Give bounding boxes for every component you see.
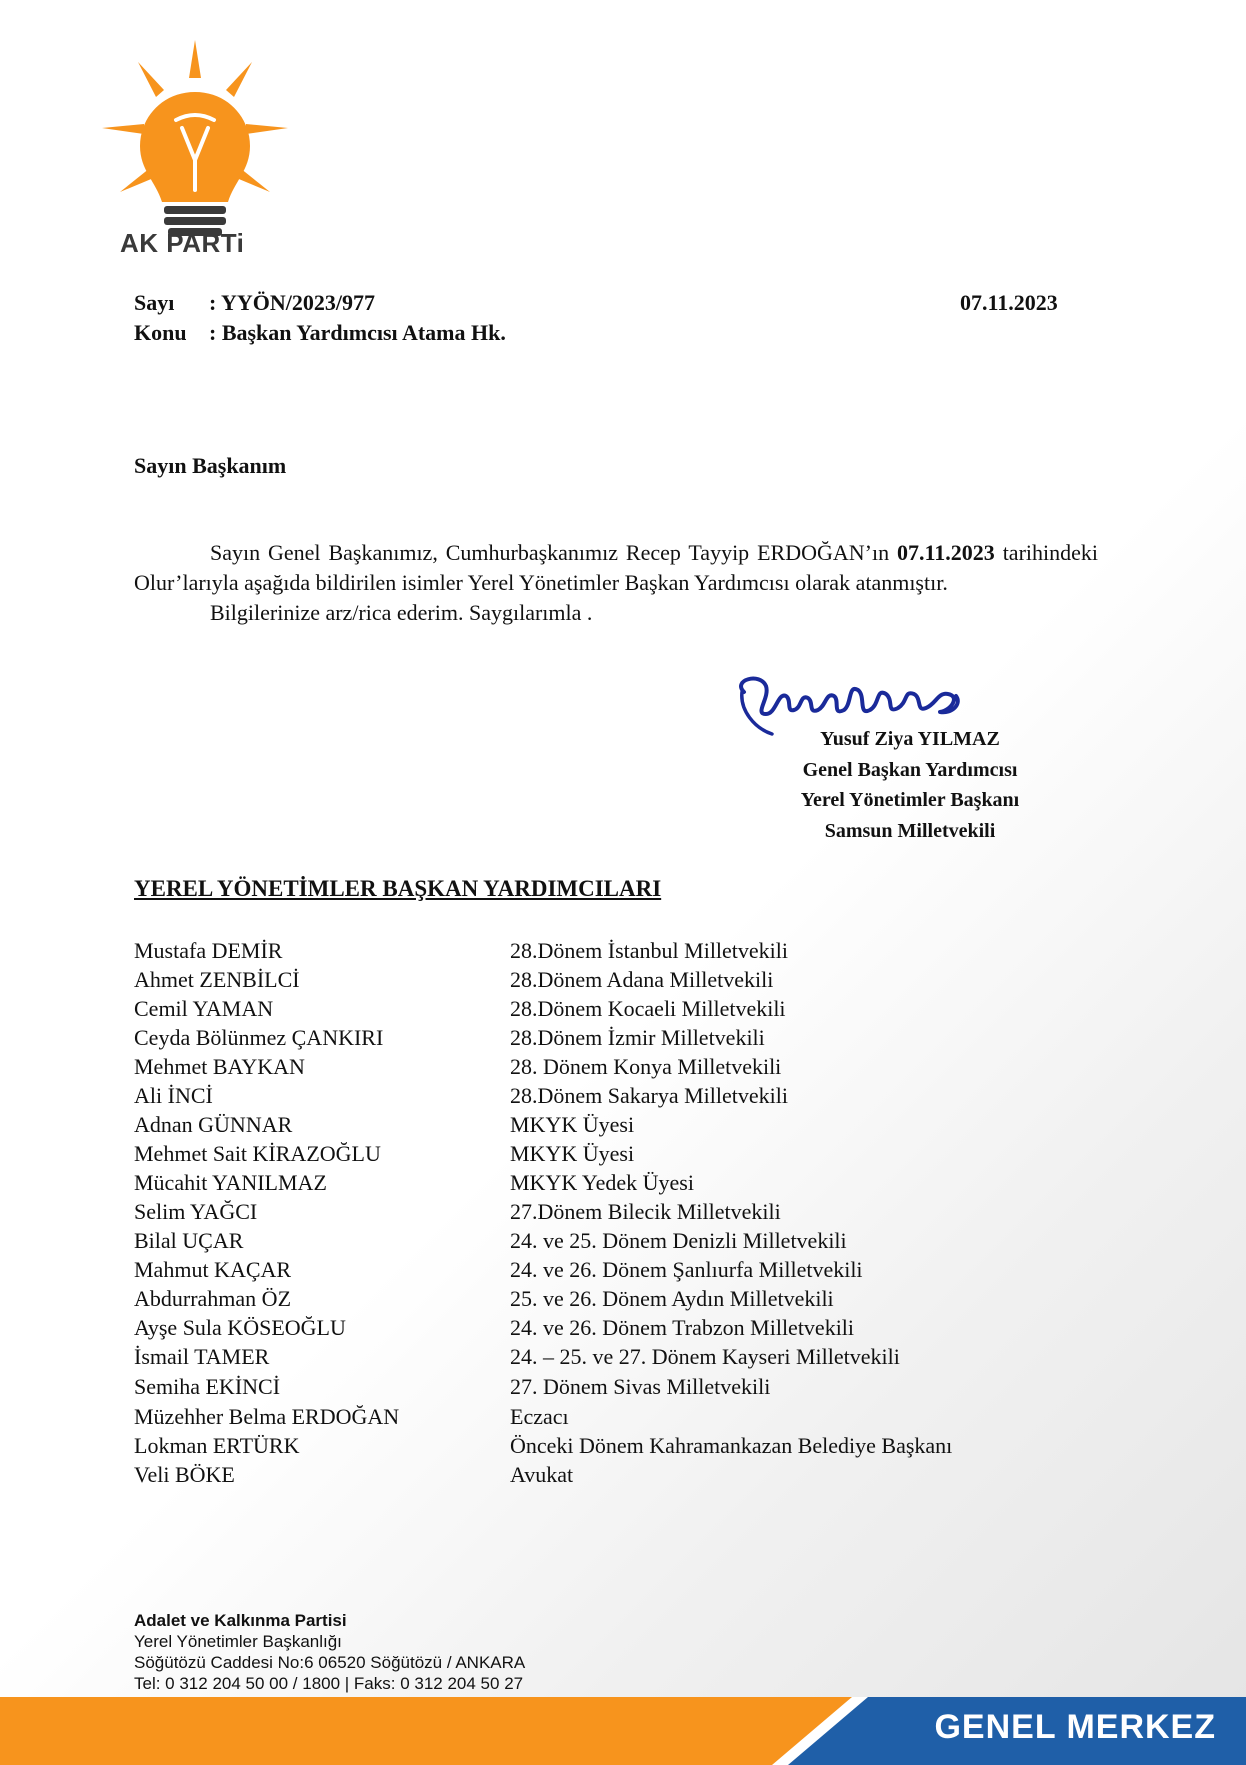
p1-start: Sayın Genel Başkanımız, Cumhurbaşkanımız Recep Tayyip ERDOĞAN’ın (210, 540, 890, 565)
member-name: Bilal UÇAR (134, 1228, 244, 1253)
member-description: 25. ve 26. Dönem Aydın Milletvekili (510, 1286, 834, 1311)
document-date: 07.11.2023 (960, 290, 1058, 315)
signer-title-1: Genel Başkan Yardımcısı (802, 758, 1018, 781)
member-name: Selim YAĞCI (134, 1199, 258, 1224)
member-name: Ali İNCİ (134, 1083, 213, 1108)
member-name: Abdurrahman ÖZ (134, 1286, 292, 1311)
member-description: 24. ve 26. Dönem Trabzon Milletvekili (510, 1315, 855, 1340)
letter-body (134, 538, 1098, 628)
member-description: Önceki Dönem Kahramankazan Belediye Başkanı (510, 1433, 953, 1458)
greeting: Sayın Başkanım (134, 453, 287, 478)
paragraph-2 (134, 598, 1098, 628)
member-description: 28.Dönem Adana Milletvekili (510, 967, 774, 992)
member-name: Mehmet BAYKAN (134, 1054, 305, 1079)
member-name: Mehmet Sait KİRAZOĞLU (134, 1141, 381, 1166)
member-name: Ceyda Bölünmez ÇANKIRI (134, 1025, 384, 1050)
lightbulb-logo-icon (100, 40, 290, 260)
section-title: YEREL YÖNETİMLER BAŞKAN YARDIMCILARI (134, 876, 662, 901)
p1-end: tarihindeki Olur’larıyla aşağıda bildirilen isimler Yerel Yönetimler Başkan Yardımcısı olarak atanmıştır. (134, 540, 1098, 595)
p2-text: Bilgilerinize arz/rica ederim. Saygılarımla . (210, 600, 593, 625)
member-description: 27.Dönem Bilecik Milletvekili (510, 1199, 781, 1224)
member-description: 28.Dönem İstanbul Milletvekili (510, 938, 789, 963)
paragraph-1 (134, 538, 1098, 598)
member-description: MKYK Üyesi (510, 1112, 635, 1137)
signer-title-2: Yerel Yönetimler Başkanı (800, 789, 1020, 811)
sayi-value: : YYÖN/2023/977 (209, 290, 376, 315)
signer-name: Yusuf Ziya YILMAZ (820, 728, 1000, 750)
footer-org: Adalet ve Kalkınma Partisi (134, 1611, 347, 1630)
reference-number (134, 290, 375, 316)
signer-block (760, 724, 1060, 846)
member-description: 28.Dönem Sakarya Milletvekili (510, 1083, 788, 1108)
member-description: 28.Dönem İzmir Milletvekili (510, 1025, 765, 1050)
signer-title-3: Samsun Milletvekili (824, 819, 996, 842)
footer-phone: Tel: 0 312 204 50 00 / 1800 | Faks: 0 312 204 50 27 (134, 1674, 524, 1693)
member-description: 28.Dönem Kocaeli Milletvekili (510, 996, 786, 1021)
member-description: Eczacı (510, 1404, 569, 1429)
member-description: MKYK Yedek Üyesi (510, 1170, 694, 1195)
member-description: 27. Dönem Sivas Milletvekili (510, 1374, 771, 1399)
member-description: 24. ve 26. Dönem Şanlıurfa Milletvekili (510, 1257, 863, 1282)
member-name: Ahmet ZENBİLCİ (134, 967, 300, 992)
member-description: 24. ve 25. Dönem Denizli Milletvekili (510, 1228, 847, 1253)
member-description: MKYK Üyesi (510, 1141, 635, 1166)
subject-line (134, 320, 506, 346)
konu-label: Konu (134, 320, 187, 345)
member-name: Adnan GÜNNAR (134, 1112, 293, 1137)
konu-value: : Başkan Yardımcısı Atama Hk. (209, 320, 506, 345)
member-name: İsmail TAMER (134, 1344, 270, 1369)
member-name: Veli BÖKE (134, 1462, 235, 1487)
member-name: Lokman ERTÜRK (134, 1433, 300, 1458)
member-name: Mücahit YANILMAZ (134, 1170, 327, 1195)
footer-dept: Yerel Yönetimler Başkanlığı (134, 1632, 342, 1651)
footer-address-line: Söğütözü Caddesi No:6 06520 Söğütözü / ANKARA (134, 1653, 526, 1672)
logo-text: AK PARTi (120, 228, 245, 258)
p1-date: 07.11.2023 (896, 540, 995, 565)
member-name: Mahmut KAÇAR (134, 1257, 292, 1282)
member-name: Mustafa DEMİR (134, 938, 283, 963)
member-name: Müzehher Belma ERDOĞAN (134, 1404, 400, 1429)
footer-address (134, 1610, 525, 1694)
member-description: 28. Dönem Konya Milletvekili (510, 1054, 782, 1079)
member-name: Ayşe Sula KÖSEOĞLU (134, 1315, 346, 1340)
genel-merkez-label: GENEL MERKEZ (934, 1708, 1216, 1746)
member-name: Semiha EKİNCİ (134, 1374, 281, 1399)
member-name: Cemil YAMAN (134, 996, 274, 1021)
member-description: Avukat (510, 1462, 574, 1487)
member-description: 24. – 25. ve 27. Dönem Kayseri Milletvekili (510, 1344, 900, 1369)
sayi-label: Sayı (134, 290, 175, 315)
